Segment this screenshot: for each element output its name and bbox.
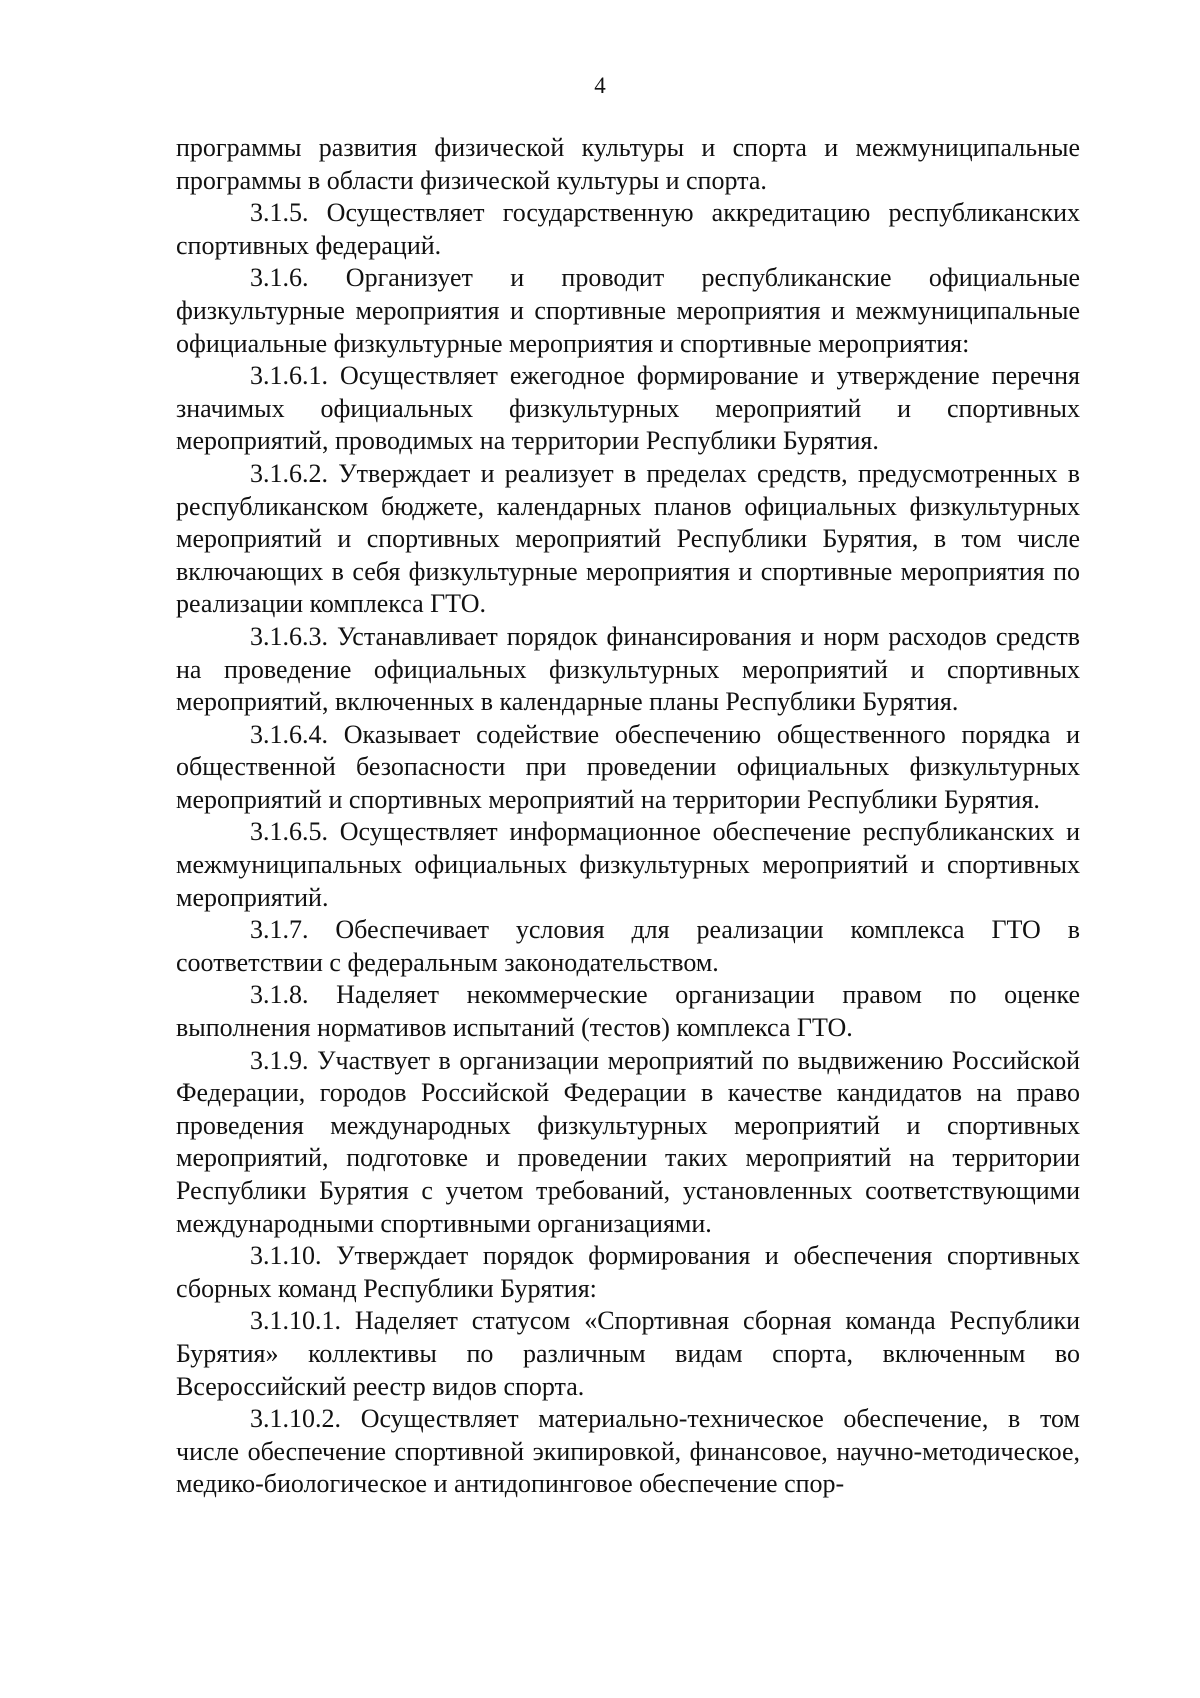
paragraph-3-1-9: 3.1.9. Участвует в организации мероприятий по выдвижению Российской Федерации, городов Российской Федерации в качестве кандидатов на право проведения международных физкультурных мероприятий и спортивных мероприятий, подготовке и проведении таких мероприятий на территории Республики Бурятия с учетом требований, установленных соответствующими международными спортивными организациями. (176, 1045, 1080, 1238)
paragraph-3-1-10-2: 3.1.10.2. Осуществляет материально-техническое обеспечение, в том числе обеспечение спортивной экипировкой, финансовое, научно-методическое, медико-биологическое и антидопинговое обеспечение спор- (176, 1404, 1080, 1499)
paragraph-3-1-6-4: 3.1.6.4. Оказывает содействие обеспечению общественного порядка и общественной безопасности при проведении официальных физкультурных мероприятий и спортивных мероприятий на территории Республики Бурятия. (176, 719, 1080, 814)
document-body (176, 132, 1080, 1501)
paragraph-3-1-6-2: 3.1.6.2. Утверждает и реализует в пределах средств, предусмотренных в республиканском бюджете, календарных планов официальных физкультурных мероприятий и спортивных мероприятий Республики Бурятия, в том числе включающих в себя физкультурные мероприятия и спортивные мероприятия по реализации комплекса ГТО. (176, 458, 1080, 619)
paragraph-3-1-6-5: 3.1.6.5. Осуществляет информационное обеспечение республиканских и межмуниципальных официальных физкультурных мероприятий и спортивных мероприятий. (176, 817, 1080, 912)
paragraph-3-1-10-1: 3.1.10.1. Наделяет статусом «Спортивная сборная команда Республики Бурятия» коллективы по различным видам спорта, включенным во Всероссийский реестр видов спорта. (176, 1306, 1080, 1401)
paragraph-3-1-8: 3.1.8. Наделяет некоммерческие организации правом по оценке выполнения нормативов испытаний (тестов) комплекса ГТО. (176, 980, 1080, 1043)
paragraph-3-1-6: 3.1.6. Организует и проводит республиканские официальные физкультурные мероприятия и спортивные мероприятия и межмуниципальные официальные физкультурные мероприятия и спортивные мероприятия: (176, 263, 1080, 358)
paragraph-3-1-5: 3.1.5. Осуществляет государственную аккредитацию республиканских спортивных федераций. (176, 198, 1080, 260)
paragraph-3-1-10: 3.1.10. Утверждает порядок формирования и обеспечения спортивных сборных команд Республики Бурятия: (176, 1241, 1080, 1303)
paragraph-continuation: программы развития физической культуры и спорта и межмуниципальные программы в области физической культуры и спорта. (176, 133, 1080, 195)
paragraph-3-1-6-3: 3.1.6.3. Устанавливает порядок финансирования и норм расходов средств на проведение официальных физкультурных мероприятий и спортивных мероприятий, включенных в календарные планы Республики Бурятия. (176, 621, 1080, 717)
page-number: 4 (594, 73, 606, 98)
paragraph-3-1-7: 3.1.7. Обеспечивает условия для реализации комплекса ГТО в соответствии с федеральным законодательством. (176, 915, 1080, 977)
paragraph-3-1-6-1: 3.1.6.1. Осуществляет ежегодное формирование и утверждение перечня значимых официальных физкультурных мероприятий и спортивных мероприятий, проводимых на территории Республики Бурятия. (176, 361, 1080, 456)
